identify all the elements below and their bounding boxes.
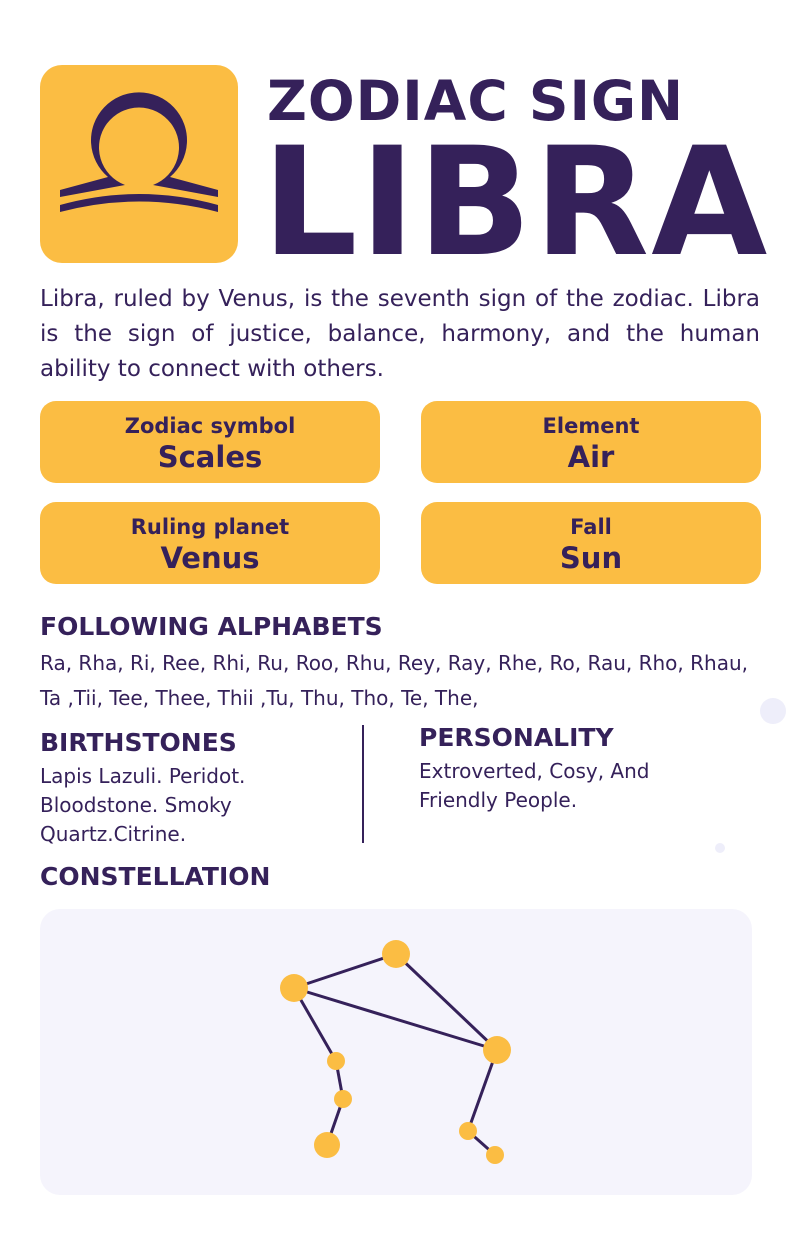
fact-value: Scales (157, 440, 263, 474)
constellation-heading: CONSTELLATION (40, 862, 271, 891)
fact-card-element (421, 401, 761, 483)
star (327, 1052, 345, 1070)
libra-symbol-icon (40, 65, 238, 263)
personality-heading: PERSONALITY (419, 723, 614, 752)
birthstones-heading: BIRTHSTONES (40, 728, 237, 757)
fact-card-zodiac-symbol (40, 401, 380, 483)
decorative-dot (760, 698, 786, 724)
fact-value: Air (567, 440, 615, 474)
page-subtitle: ZODIAC SIGN (267, 69, 685, 133)
star (334, 1090, 352, 1108)
birthstones-text: Lapis Lazuli. Peridot. Bloodstone. Smoky Quartz.Citrine. (40, 764, 246, 846)
decorative-dot (715, 843, 725, 853)
personality-text: Extroverted, Cosy, And Friendly People. (419, 759, 650, 812)
star (280, 974, 308, 1002)
constellation-panel (40, 909, 752, 1195)
fact-label: Ruling planet (130, 515, 290, 539)
libra-icon-tile (40, 65, 238, 263)
star (382, 940, 410, 968)
fact-label: Element (542, 414, 640, 438)
fact-value: Sun (559, 541, 623, 575)
star (459, 1122, 477, 1140)
fact-card-fall (421, 502, 761, 584)
alphabets-heading: FOLLOWING ALPHABETS (40, 612, 383, 641)
page-title: LIBRA (262, 116, 770, 290)
fact-label: Fall (570, 515, 612, 539)
star (486, 1146, 504, 1164)
star (483, 1036, 511, 1064)
fact-label: Zodiac symbol (124, 414, 296, 438)
fact-value: Venus (160, 541, 260, 575)
libra-constellation-icon (40, 909, 752, 1195)
fact-card-ruling-planet (40, 502, 380, 584)
alphabets-text: Ra, Rha, Ri, Ree, Rhi, Ru, Roo, Rhu, Rey, Ray, Rhe, Ro, Rau, Rho, Rhau, Ta ,Tii, Tee, Thee, Thii ,Tu, Thu, Tho, Te, The, (40, 651, 748, 710)
column-divider (362, 725, 364, 843)
star (314, 1132, 340, 1158)
intro-paragraph: Libra, ruled by Venus, is the seventh sign of the zodiac. Libra is the sign of justice, balance, harmony, and the human ability to connect with others. (40, 286, 760, 382)
